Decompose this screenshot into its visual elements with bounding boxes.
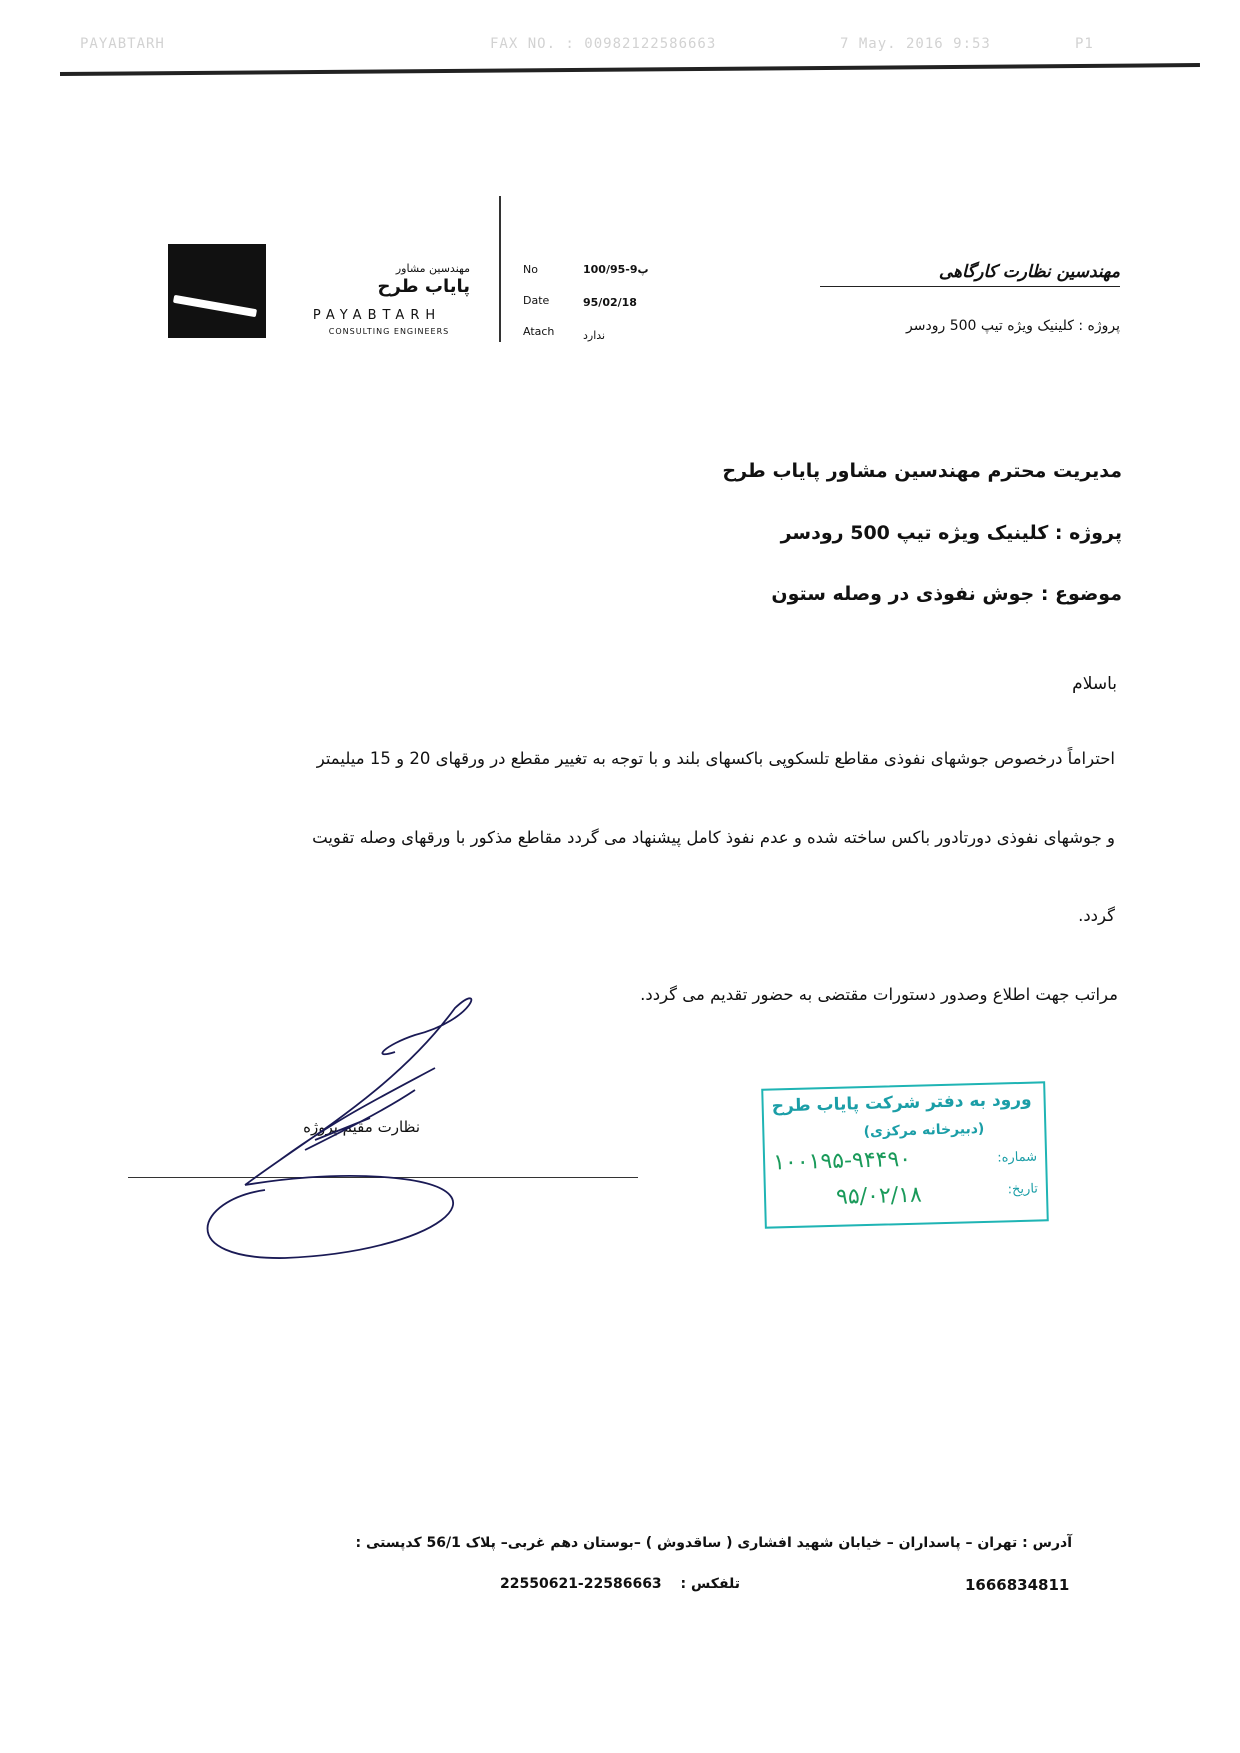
footer-telfax-value: 22550621-22586663 bbox=[500, 1576, 662, 1592]
footer-postal-code: 1666834811 bbox=[965, 1576, 1070, 1594]
header-divider bbox=[499, 196, 501, 342]
recipient-line: مدیریت محترم مهندسین مشاور پایاب طرح bbox=[722, 460, 1122, 482]
sender-project: پروژه : کلینیک ویژه تیپ 500 رودسر bbox=[906, 318, 1120, 334]
stamp-number-value: ۱۰۰۱۹۵-۹۴۴۹۰ bbox=[772, 1146, 912, 1176]
stamp-date-value: ۹۵/۰۲/۱۸ bbox=[835, 1182, 923, 1210]
footer-telfax-label: تلفکس : bbox=[680, 1576, 740, 1592]
stamp-date-label: تاریخ: bbox=[1007, 1181, 1039, 1198]
body-line-2: و جوشهای نفوذی دورتادور باکس ساخته شده و عدم نفوذ کامل پیشنهاد می گردد مقاطع مذکور با ورقهای وصله تقویت bbox=[312, 828, 1115, 847]
date-label: Date bbox=[523, 294, 550, 307]
project-line: پروژه : کلینیک ویژه تیپ 500 رودسر bbox=[780, 522, 1122, 544]
no-label: No bbox=[523, 263, 538, 276]
stamp-number-label: شماره: bbox=[997, 1149, 1038, 1166]
logo-subtitle: CONSULTING ENGINEERS bbox=[328, 327, 450, 336]
sender-underline bbox=[820, 286, 1120, 287]
company-logo-icon bbox=[168, 244, 266, 338]
signature-label: نظارت مقیم پروژه bbox=[303, 1118, 420, 1136]
body-line-1: احتراماً درخصوص جوشهای نفوذی مقاطع تلسکوپی باکسهای بلند و با توجه به تغییر مقطع در ورقهای 20 و 15 میلیمتر bbox=[316, 749, 1115, 768]
fax-sender: PAYABTARH bbox=[80, 36, 165, 52]
logo-name-fa: پایاب طرح bbox=[377, 276, 470, 297]
attach-value: ندارد bbox=[583, 329, 606, 342]
subject-line: موضوع : جوش نفوذی در وصله ستون bbox=[771, 583, 1122, 605]
logo-name-en: PAYABTARH bbox=[312, 308, 442, 323]
header-rule bbox=[60, 63, 1200, 76]
logo-caption: مهندسین مشاور bbox=[395, 262, 470, 275]
fax-number: FAX NO. : 00982122586663 bbox=[490, 36, 717, 52]
fax-datetime: 7 May. 2016 9:53 bbox=[840, 36, 991, 52]
greeting: باسلام bbox=[1072, 674, 1117, 694]
closing-line: مراتب جهت اطلاع وصدور دستورات مقتضی به حضور تقدیم می گردد. bbox=[640, 985, 1118, 1004]
stamp-line-1: ورود به دفتر شرکت پایاب طرح bbox=[771, 1089, 1032, 1117]
received-stamp bbox=[761, 1081, 1049, 1228]
stamp-line-2: (دبیرخانه مرکزی) bbox=[863, 1120, 985, 1141]
date-value: 95/02/18 bbox=[583, 296, 637, 309]
sender-title: مهندسین نظارت کارگاهی bbox=[938, 262, 1120, 282]
footer-address: آدرس : تهران – پاسداران – خیابان شهید افشاری ( ساقدوش ) –بوستان دهم غربی– پلاک 56/1 کدپستی : bbox=[355, 1535, 1072, 1551]
fax-page: P1 bbox=[1075, 36, 1094, 52]
attach-label: Atach bbox=[523, 325, 555, 338]
body-line-3: گردد. bbox=[1078, 906, 1115, 925]
no-value: 100/95-پ9 bbox=[583, 263, 649, 276]
handwritten-signature-icon bbox=[185, 990, 505, 1270]
